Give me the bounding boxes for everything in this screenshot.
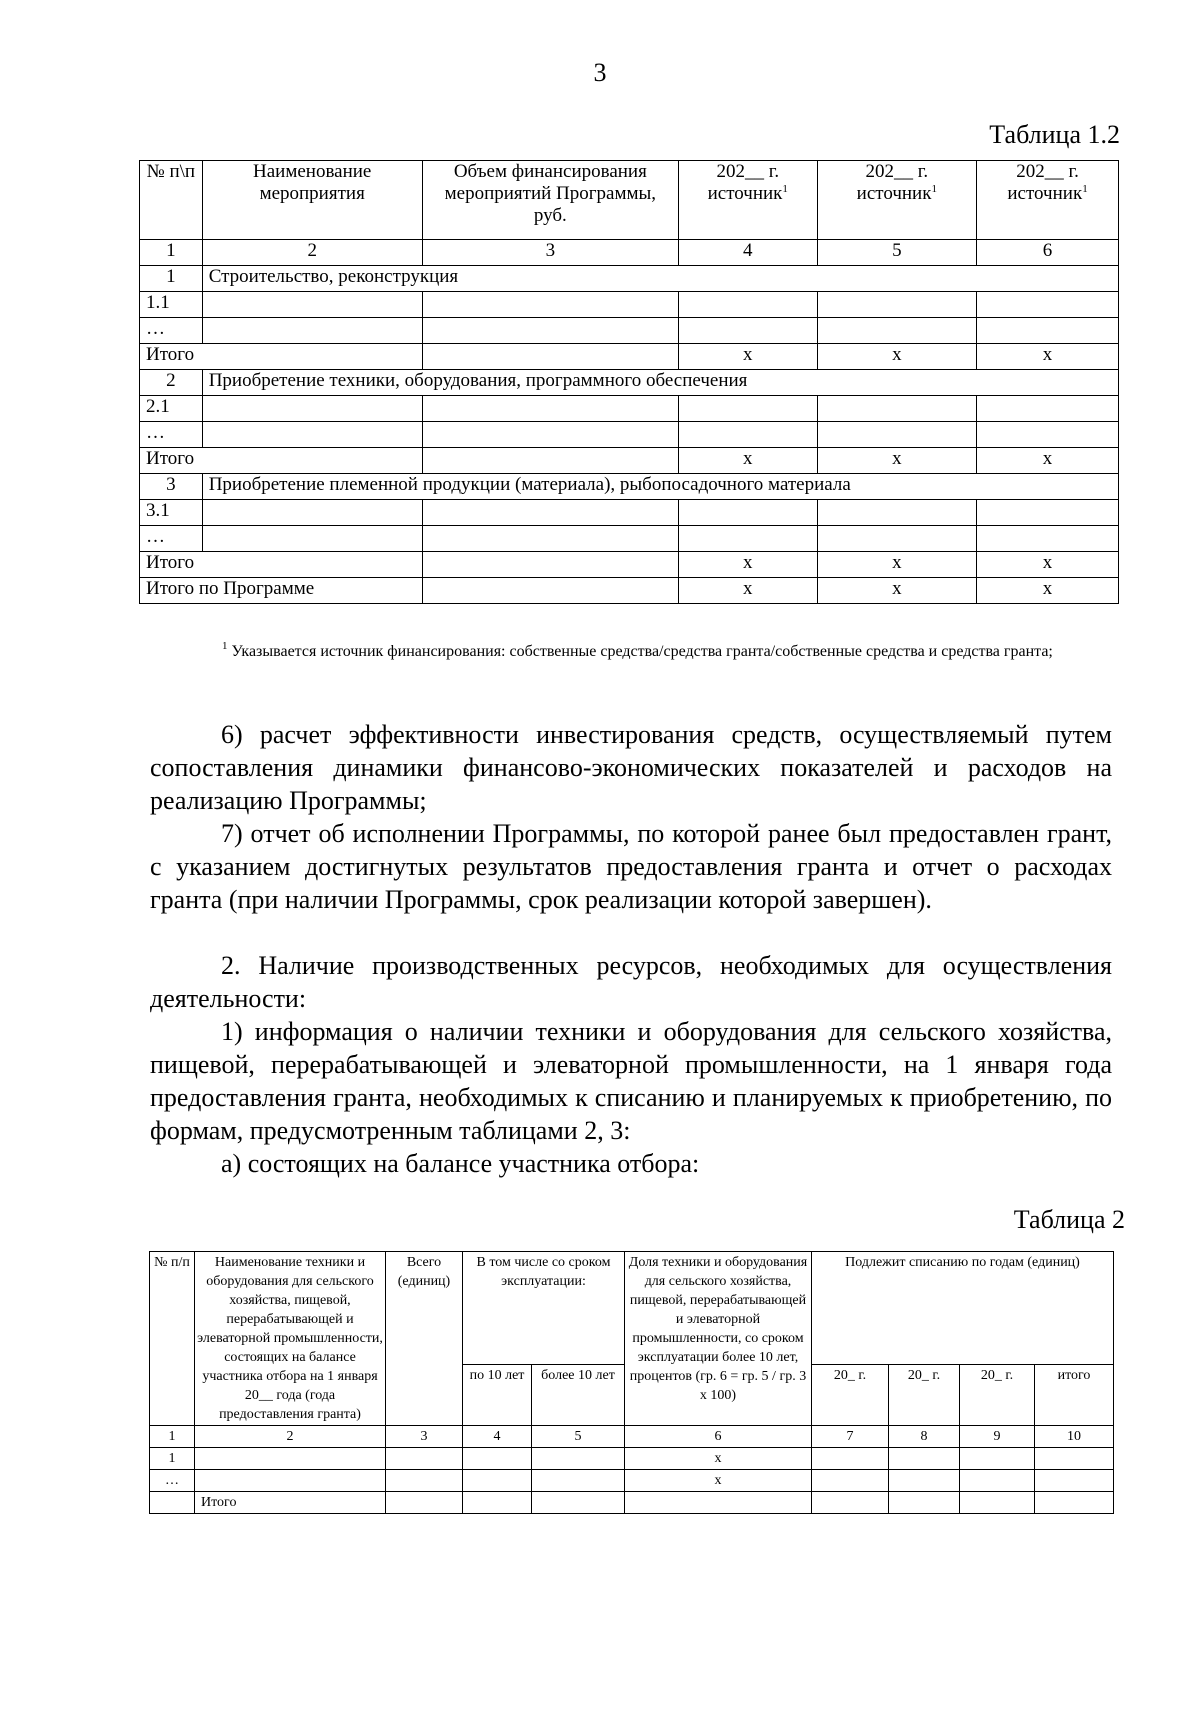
table-row <box>140 500 1119 526</box>
table-row <box>150 1448 1114 1470</box>
col-number: 4 <box>463 1426 532 1448</box>
share-cell: х <box>625 1448 812 1470</box>
col-number: 1 <box>150 1426 195 1448</box>
total-row <box>140 552 1119 578</box>
x-mark: х <box>678 448 817 474</box>
table-row <box>150 1470 1114 1492</box>
header-to10: по 10 лет <box>463 1365 532 1426</box>
table-header-row <box>150 1252 1114 1365</box>
paragraph-1: 1) информация о наличии техники и оборудования для сельского хозяйства, пищевой, перерабатывающей и элеваторной промышленности, на 1 января года предоставления гранта, необходимых к списанию и планируемых к приобретению, по формам, предусмотренным таблицами 2, 3: <box>150 1017 1112 1145</box>
x-mark: х <box>977 448 1119 474</box>
header-year-2 <box>817 161 977 240</box>
total-row <box>150 1492 1114 1514</box>
source-label: источник <box>707 183 783 204</box>
row-num: 1 <box>150 1448 195 1470</box>
col-number: 1 <box>140 240 203 266</box>
item-num: 2.1 <box>140 396 203 422</box>
footnote-mark: 1 <box>931 183 937 195</box>
header-itogo: итого <box>1035 1365 1114 1426</box>
header-over10: более 10 лет <box>532 1365 625 1426</box>
header-year: 20_ г. <box>812 1365 889 1426</box>
section-row <box>140 266 1119 292</box>
paragraph-2: 2. Наличие производственных ресурсов, необходимых для осуществления деятельности: <box>150 951 1112 1013</box>
col-number: 3 <box>422 240 678 266</box>
x-mark: х <box>678 344 817 370</box>
header-share: Доля техники и оборудования для сельского хозяйства, пищевой, перерабатывающей и элеваторной промышленности, со сроком эксплуатации более 10 лет, процентов (гр. 6 = гр. 5 / гр. 3 х 100) <box>625 1252 812 1426</box>
table-row <box>140 422 1119 448</box>
year-label: 202__ г. <box>716 161 780 182</box>
footnote-mark: 1 <box>1082 183 1088 195</box>
col-number: 9 <box>960 1426 1035 1448</box>
table-row <box>140 396 1119 422</box>
source-label: источник <box>1007 183 1083 204</box>
header-num: № п\п <box>140 161 203 240</box>
page-number: 3 <box>593 58 607 87</box>
col-number: 2 <box>202 240 422 266</box>
grand-total-label: Итого по Программе <box>140 578 423 604</box>
footnote-mark: 1 <box>782 183 788 195</box>
ellipsis: … <box>140 526 203 552</box>
x-mark: х <box>817 344 977 370</box>
total-label: Итого <box>140 344 423 370</box>
header-name: Наименование техники и оборудования для сельского хозяйства, пищевой, перерабатывающей и элеваторной промышленности, состоящих на балансе участника отбора на 1 января 20__ года (года предоставления гранта) <box>195 1252 386 1426</box>
total-label: Итого <box>195 1492 386 1514</box>
col-number: 6 <box>977 240 1119 266</box>
header-total: Всего (единиц) <box>386 1252 463 1426</box>
x-mark: х <box>817 448 977 474</box>
header-writeoff: Подлежит списанию по годам (единиц) <box>812 1252 1114 1365</box>
section-row <box>140 370 1119 396</box>
paragraph-7: 7) отчет об исполнении Программы, по которой ранее был предоставлен грант, с указанием достигнутых результатов предоставления гранта и отчет о расходах гранта (при наличии Программы, срок реализации которой завершен). <box>150 819 1112 914</box>
table-row <box>140 292 1119 318</box>
section-title: Приобретение племенной продукции (материала), рыбопосадочного материала <box>202 474 1118 500</box>
x-mark: х <box>977 578 1119 604</box>
paragraph-6: 6) расчет эффективности инвестирования средств, осуществляемый путем сопоставления динамики финансово-экономических показателей и расходов на реализацию Программы; <box>150 720 1112 815</box>
x-mark: х <box>817 578 977 604</box>
x-mark: х <box>678 552 817 578</box>
ellipsis: … <box>140 318 203 344</box>
total-row <box>140 448 1119 474</box>
paragraph-a: а) состоящих на балансе участника отбора: <box>221 1149 700 1178</box>
section-title: Приобретение техники, оборудования, программного обеспечения <box>202 370 1118 396</box>
col-number: 4 <box>678 240 817 266</box>
header-volume: Объем финансирования мероприятий Программы, руб. <box>422 161 678 240</box>
section-num: 1 <box>140 266 203 292</box>
financing-table <box>139 160 1119 604</box>
year-label: 202__ г. <box>1016 161 1079 182</box>
x-mark: х <box>817 552 977 578</box>
header-incl: В том числе со сроком эксплуатации: <box>463 1252 625 1365</box>
col-number: 10 <box>1035 1426 1114 1448</box>
x-mark: х <box>977 552 1119 578</box>
header-year: 20_ г. <box>889 1365 960 1426</box>
col-number: 5 <box>817 240 977 266</box>
x-mark: х <box>977 344 1119 370</box>
total-row <box>140 344 1119 370</box>
table-header-row <box>140 161 1119 240</box>
col-number: 8 <box>889 1426 960 1448</box>
footnote-mark: 1 <box>222 640 228 652</box>
item-num: 3.1 <box>140 500 203 526</box>
source-label: источник <box>856 183 932 204</box>
column-number-row <box>140 240 1119 266</box>
header-num: № п/п <box>150 1252 195 1426</box>
header-year: 20_ г. <box>960 1365 1035 1426</box>
header-year-1 <box>678 161 817 240</box>
section-num: 2 <box>140 370 203 396</box>
col-number: 7 <box>812 1426 889 1448</box>
col-number: 2 <box>195 1426 386 1448</box>
item-num: 1.1 <box>140 292 203 318</box>
equipment-table <box>149 1251 1114 1514</box>
year-label: 202__ г. <box>865 161 929 182</box>
footnote <box>139 640 1119 664</box>
col-number: 5 <box>532 1426 625 1448</box>
header-name: Наименование мероприятия <box>202 161 422 240</box>
section-row <box>140 474 1119 500</box>
section-title: Строительство, реконструкция <box>202 266 1118 292</box>
row-num: … <box>150 1470 195 1492</box>
total-label: Итого <box>140 552 423 578</box>
section-num: 3 <box>140 474 203 500</box>
total-label: Итого <box>140 448 423 474</box>
column-number-row <box>150 1426 1114 1448</box>
header-year-3 <box>977 161 1119 240</box>
table-row <box>140 318 1119 344</box>
share-cell: х <box>625 1470 812 1492</box>
ellipsis: … <box>140 422 203 448</box>
table-1-2-caption: Таблица 1.2 <box>989 120 1120 149</box>
footnote-text: Указывается источник финансирования: собственные средства/средства гранта/собственные средства и средства гранта; <box>227 643 1053 660</box>
table-2-caption: Таблица 2 <box>1013 1205 1125 1234</box>
col-number: 6 <box>625 1426 812 1448</box>
col-number: 3 <box>386 1426 463 1448</box>
table-row <box>140 526 1119 552</box>
grand-total-row <box>140 578 1119 604</box>
x-mark: х <box>678 578 817 604</box>
